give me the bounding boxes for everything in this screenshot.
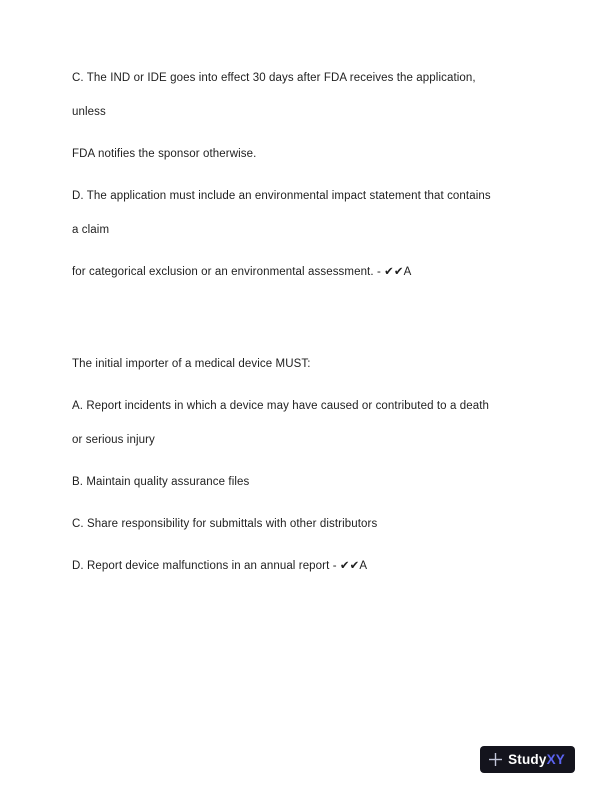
paragraph	[72, 549, 544, 583]
text-line: FDA notifies the sponsor otherwise.	[72, 148, 257, 160]
text-line: C. Share responsibility for submittals with other distributors	[72, 518, 378, 530]
paragraph	[72, 389, 544, 457]
text-line: D. The application must include an environmental impact statement that contains	[72, 190, 491, 202]
studyxy-logo-badge	[480, 746, 575, 773]
text-line: unless	[72, 106, 106, 118]
text-line-answer: D. Report device malfunctions in an annual report - ✔✔A	[72, 560, 368, 572]
section-gap	[72, 297, 544, 347]
paragraph	[72, 507, 544, 541]
text-line: B. Maintain quality assurance files	[72, 476, 250, 488]
paragraph	[72, 179, 544, 247]
question-line: The initial importer of a medical device MUST:	[72, 358, 311, 370]
text-line-answer: for categorical exclusion or an environmental assessment. - ✔✔A	[72, 266, 412, 278]
paragraph	[72, 137, 544, 171]
text-line: a claim	[72, 224, 110, 236]
paragraph	[72, 347, 544, 381]
brand-name-accent: XY	[546, 752, 565, 767]
text-line: or serious injury	[72, 434, 155, 446]
brand-name	[508, 752, 565, 767]
paragraph	[72, 61, 544, 129]
paragraph	[72, 255, 544, 289]
brand-name-primary: Study	[508, 752, 547, 767]
plus-icon	[488, 752, 503, 767]
paragraph	[72, 465, 544, 499]
text-line: A. Report incidents in which a device may have caused or contributed to a death	[72, 400, 490, 412]
text-line: C. The IND or IDE goes into effect 30 days after FDA receives the application,	[72, 72, 476, 84]
